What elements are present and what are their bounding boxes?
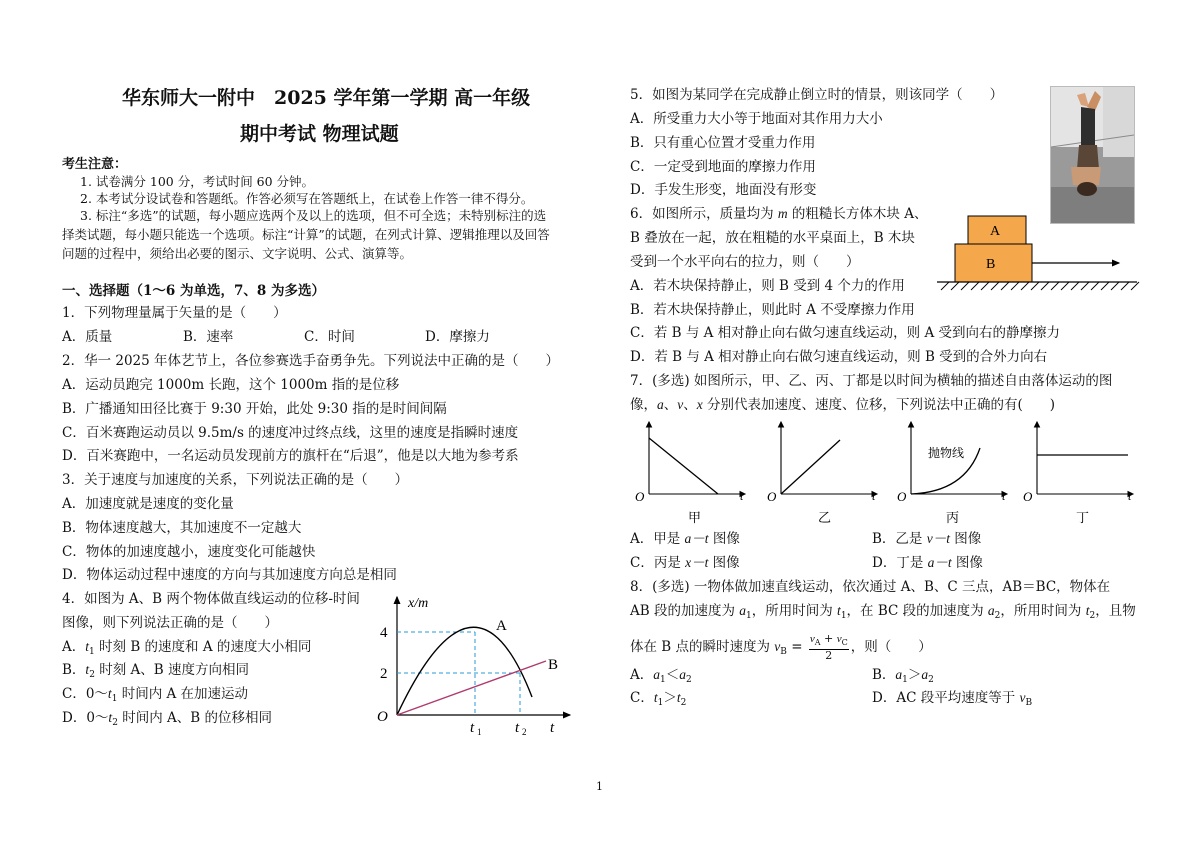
q4-stem-line1: 4．如图为 A、B 两个物体做直线运动的位移-时间 bbox=[62, 591, 360, 607]
q6-stem-line1: 6．如图所示，质量均为 m 的粗糙长方体木块 A、 bbox=[630, 206, 928, 222]
q4-stem-line2: 图像，则下列说法正确的是（ ） bbox=[62, 615, 278, 631]
table-hatch bbox=[941, 282, 1139, 290]
q4-label-a: A bbox=[496, 618, 507, 634]
q5-option-c: C．一定受到地面的摩擦力作用 bbox=[630, 159, 816, 175]
q2-option-a: A．运动员跑完 1000m 长跑，这个 1000m 指的是位移 bbox=[62, 377, 400, 393]
q4-xt-graph bbox=[360, 585, 585, 740]
q4-origin: O bbox=[377, 709, 388, 725]
q5-stem: 5．如图为某同学在完成静止倒立时的情景，则该同学（ ） bbox=[630, 87, 1004, 103]
q6-stem-line2: B 叠放在一起，放在粗糙的水平桌面上，B 木块 bbox=[630, 230, 915, 246]
q6-stem-line3: 受到一个水平向右的拉力，则（ ） bbox=[630, 254, 860, 270]
q6-blocks-diagram bbox=[935, 210, 1140, 296]
q6-option-a: A．若木块保持静止，则 B 受到 4 个力的作用 bbox=[630, 278, 905, 294]
svg-text:t: t bbox=[872, 489, 876, 503]
q7-option-a: A．甲是 a－t 图像 bbox=[630, 531, 740, 547]
q8-stem-line3: 体在 B 点的瞬时速度为 $v_B$ = $\frac{v_A + v_C}{2}$ ，则（ ） bbox=[630, 632, 932, 662]
headstand-illustration bbox=[1051, 87, 1134, 223]
q3-option-d: D．物体运动过程中速度的方向与其加速度方向总是相同 bbox=[62, 567, 397, 583]
q8-stem-line2: AB 段的加速度为 $a_1$，所用时间为 $t_1$，在 BC 段的加速度为 $a_2$，所用时间为 $t_2$，且物 bbox=[630, 603, 1136, 621]
exam-title-line2: 期中考试 物理试题 bbox=[240, 123, 399, 145]
svg-text:1: 1 bbox=[477, 727, 482, 737]
q4-x-label: t bbox=[550, 720, 555, 736]
graph-label-yi: 乙 bbox=[818, 511, 832, 526]
q1-option-c: C．时间 bbox=[304, 329, 355, 345]
q4-option-d: D．$0\sim t_2$ 时间内 A、B 的位移相同 bbox=[62, 710, 272, 728]
q3-option-c: C．物体的加速度越小，速度变化可能越快 bbox=[62, 544, 316, 560]
q8-option-c: C．$t_1>t_2$ bbox=[630, 690, 687, 708]
q4-option-b: B．$t_2$ 时刻 A、B 速度方向相同 bbox=[62, 662, 249, 680]
graph-ding bbox=[1023, 422, 1133, 526]
svg-text:O: O bbox=[635, 489, 645, 504]
parabola-label: 抛物线 bbox=[928, 446, 965, 460]
q6-option-c: C．若 B 与 A 相对静止向右做匀速直线运动，则 A 受到向右的静摩擦力 bbox=[630, 325, 1060, 341]
svg-text:t: t bbox=[1128, 489, 1132, 503]
svg-text:O: O bbox=[1023, 489, 1033, 504]
yi-line bbox=[781, 440, 840, 494]
q8-option-d: D．AC 段平均速度等于 $v_B$ bbox=[872, 690, 1033, 708]
q7-stem-line1: 7．(多选) 如图所示，甲、乙、丙、丁都是以时间为横轴的描述自由落体运动的图 bbox=[630, 373, 1113, 389]
jia-line bbox=[649, 438, 718, 494]
q1-stem: 1．下列物理量属于矢量的是（ ） bbox=[62, 305, 287, 321]
exam-title-line1: 华东师大一附中 2025 学年第一学期 高一年级 bbox=[122, 87, 531, 109]
graph-label-bing: 丙 bbox=[946, 511, 960, 526]
notice-heading: 考生注意： bbox=[62, 157, 128, 172]
notice-item-3-cont2: 问题的过程中，须给出必要的图示、文字说明、公式、演算等。 bbox=[62, 246, 413, 261]
q3-option-a: A．加速度就是速度的变化量 bbox=[62, 496, 234, 512]
section-heading: 一、选择题（1～6 为单选，7、8 为多选） bbox=[62, 283, 325, 299]
svg-text:B: B bbox=[986, 257, 996, 272]
notice-item-2: 2. 本考试分设试卷和答题纸。作答必须写在答题纸上，在试卷上作答一律不得分。 bbox=[80, 191, 534, 206]
q6-option-d: D．若 B 与 A 相对静止向右做匀速直线运动，则 B 受到的合外力向右 bbox=[630, 349, 1048, 365]
q4-tick-t1: t bbox=[470, 720, 475, 736]
q2-option-d: D．百米赛跑中，一名运动员发现前方的旗杆在“后退”，他是以大地为参考系 bbox=[62, 448, 519, 464]
q5-option-b: B．只有重心位置才受重力作用 bbox=[630, 135, 816, 151]
graph-jia bbox=[635, 422, 745, 526]
page-number: 1 bbox=[596, 780, 603, 793]
q8-option-a: A．$a_1<a_2$ bbox=[630, 667, 692, 685]
q4-option-c: C．$0\sim t_1$ 时间内 A 在加速运动 bbox=[62, 686, 249, 704]
q2-option-b: B．广播通知田径比赛于 9:30 开始，此处 9:30 指的是时间间隔 bbox=[62, 401, 447, 417]
q7-stem-line2: 像，a、v、x 分别代表加速度、速度、位移，下列说法中正确的有( ) bbox=[630, 397, 1056, 413]
q4-tick-2: 2 bbox=[380, 666, 388, 682]
graph-label-ding: 丁 bbox=[1076, 511, 1090, 526]
svg-text:O: O bbox=[897, 489, 907, 504]
q1-option-a: A．质量 bbox=[62, 329, 113, 345]
q5-option-d: D．手发生形变，地面没有形变 bbox=[630, 182, 817, 198]
svg-text:A: A bbox=[990, 224, 1001, 239]
q4-curve-a bbox=[397, 627, 532, 715]
q7-option-c: C．丙是 x－t 图像 bbox=[630, 555, 740, 571]
q1-option-d: D．摩擦力 bbox=[425, 329, 490, 345]
q7-graphs bbox=[630, 418, 1150, 530]
graph-label-jia: 甲 bbox=[688, 511, 702, 526]
notice-item-1: 1. 试卷满分 100 分，考试时间 60 分钟。 bbox=[80, 174, 315, 189]
svg-text:t: t bbox=[1002, 489, 1006, 503]
q4-y-label: x/m bbox=[408, 596, 429, 611]
svg-text:t: t bbox=[740, 489, 744, 503]
notice-item-3: 3. 标注“多选”的试题，每小题应选两个及以上的选项，但不可全选；未特别标注的选 bbox=[80, 208, 547, 223]
q4-tick-4: 4 bbox=[380, 625, 388, 641]
q6-option-b: B．若木块保持静止，则此时 A 不受摩擦力作用 bbox=[630, 302, 915, 318]
svg-text:2: 2 bbox=[522, 727, 527, 737]
q5-option-a: A．所受重力大小等于地面对其作用力大小 bbox=[630, 111, 883, 127]
headstand-photo bbox=[1050, 86, 1135, 224]
notice-item-3-cont: 择类试题，每小题只能选一个选项。标注“计算”的试题，在列式计算、逻辑推理以及回答 bbox=[62, 227, 550, 242]
q3-option-b: B．物体速度越大，其加速度不一定越大 bbox=[62, 520, 302, 536]
q1-option-b: B．速率 bbox=[183, 329, 234, 345]
q7-option-b: B．乙是 v－t 图像 bbox=[872, 531, 982, 547]
q3-stem: 3．关于速度与加速度的关系，下列说法正确的是（ ） bbox=[62, 472, 409, 488]
q8-stem-line1: 8．(多选) 一物体做加速直线运动，依次通过 A、B、C 三点，AB＝BC，物体在 bbox=[630, 579, 1111, 595]
graph-bing bbox=[897, 422, 1007, 526]
graph-yi bbox=[767, 422, 877, 526]
q8-fraction: $\frac{v_A + v_C}{2}$ bbox=[809, 632, 848, 662]
q4-option-a: A．$t_1$ 时刻 B 的速度和 A 的速度大小相同 bbox=[62, 639, 312, 657]
q2-option-c: C．百米赛跑运动员以 9.5m/s 的速度冲过终点线，这里的速度是指瞬时速度 bbox=[62, 425, 519, 441]
svg-text:O: O bbox=[767, 489, 777, 504]
q8-option-b: B．$a_1>a_2$ bbox=[872, 667, 934, 685]
q2-stem: 2．华一 2025 年体艺节上，各位参赛选手奋勇争先。下列说法中正确的是（ ） bbox=[62, 353, 560, 369]
q4-tick-t2: t bbox=[515, 720, 520, 736]
q4-line-b bbox=[397, 661, 546, 715]
q7-option-d: D．丁是 a－t 图像 bbox=[872, 555, 983, 571]
q4-label-b: B bbox=[548, 657, 559, 673]
